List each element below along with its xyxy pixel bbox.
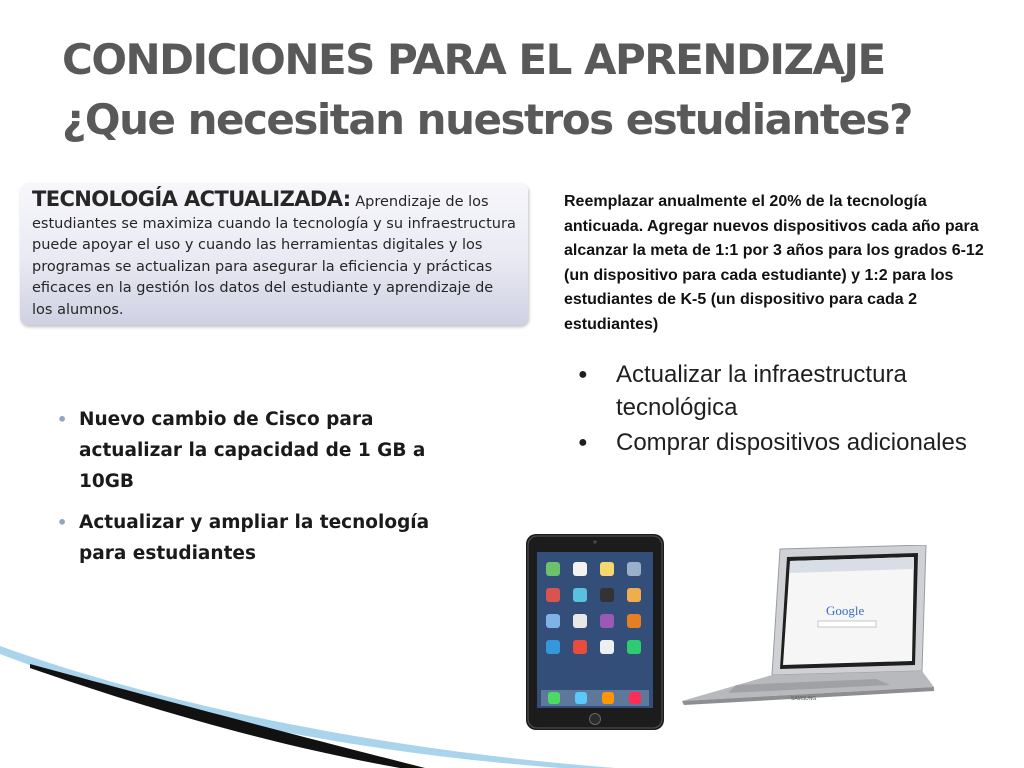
laptop-brand-text: SAMSUNG — [791, 696, 817, 702]
list-item — [55, 507, 445, 569]
bullet-icon: • — [57, 513, 68, 532]
bullet-text: Actualizar y ampliar la tecnología para estudiantes — [79, 512, 430, 564]
list-item — [570, 426, 990, 459]
laptop-image — [676, 545, 936, 705]
slide-title — [62, 30, 1002, 150]
google-logo-text: Google — [826, 603, 865, 618]
bullet-text: Actualizar la infraestructura tecnológica — [616, 361, 907, 421]
technology-heading: TECNOLOGÍA ACTUALIZADA: — [32, 187, 351, 211]
technology-description: Aprendizaje de los estudiantes se maximiza cuando la tecnología y su infraestructura puede apoyar el uso y cuando las herramientas digitales y los programas se actualizan para asegurar la eficiencia y prácticas eficaces en la gestión los datos del estudiante y aprendizaje de los alumnos. — [32, 194, 516, 318]
left-bullet-list — [55, 404, 445, 579]
title-line-2: ¿Que necesitan nuestros estudiantes? — [62, 95, 912, 144]
tablet-image — [526, 534, 664, 730]
right-bullet-list — [570, 358, 990, 461]
technology-callout-box — [20, 183, 528, 325]
replacement-plan-paragraph: Reemplazar anualmente el 20% de la tecnología anticuada. Agregar nuevos dispositivos cada año para alcanzar la meta de 1:1 por 3 años para los grados 6-12 (un dispositivo para cada estudiante) y 1:2 para los estudiantes de K-5 (un dispositivo para cada 2 estudiantes) — [564, 193, 984, 333]
list-item — [55, 404, 445, 497]
bullet-text: Comprar dispositivos adicionales — [616, 429, 967, 456]
bullet-text: Nuevo cambio de Cisco para actualizar la capacidad de 1 GB a 10GB — [79, 409, 426, 492]
list-item — [570, 358, 990, 424]
title-line-1: CONDICIONES PARA EL APRENDIZAJE — [62, 35, 885, 84]
bullet-icon: ● — [578, 434, 588, 451]
bullet-icon: ● — [578, 366, 588, 383]
bullet-icon: • — [57, 410, 68, 429]
